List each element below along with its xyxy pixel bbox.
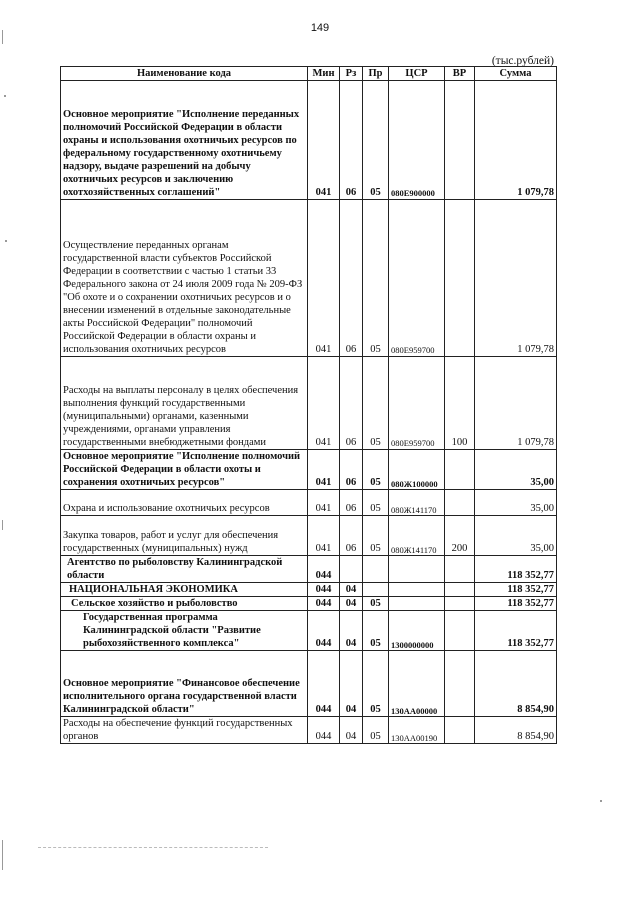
row-pr [363, 583, 389, 597]
row-sum: 8 854,90 [475, 717, 557, 744]
scan-speck [5, 240, 7, 242]
table-row [61, 651, 557, 717]
row-pr: 05 [363, 357, 389, 450]
budget-table [60, 66, 557, 744]
row-csr [389, 556, 445, 583]
row-csr: 080Е900000 [389, 81, 445, 200]
row-name: НАЦИОНАЛЬНАЯ ЭКОНОМИКА [61, 583, 308, 597]
row-name: Расходы на обеспечение функций государственных органов [61, 717, 308, 744]
row-rz: 06 [340, 81, 363, 200]
row-sum: 118 352,77 [475, 556, 557, 583]
row-pr: 05 [363, 450, 389, 490]
row-pr: 05 [363, 611, 389, 651]
row-vr [445, 651, 475, 717]
row-vr [445, 490, 475, 516]
row-name: Сельское хозяйство и рыболовство [61, 597, 308, 611]
row-min: 044 [308, 651, 340, 717]
row-pr: 05 [363, 81, 389, 200]
row-name: Государственная программа Калининградской области "Развитие рыбохозяйственного комплекса" [61, 611, 308, 651]
row-csr [389, 597, 445, 611]
row-rz: 06 [340, 200, 363, 357]
row-rz: 06 [340, 516, 363, 556]
row-vr: 200 [445, 516, 475, 556]
scan-speck [600, 800, 602, 802]
row-sum: 8 854,90 [475, 651, 557, 717]
row-pr: 05 [363, 597, 389, 611]
row-rz: 04 [340, 583, 363, 597]
table-row [61, 450, 557, 490]
table-row [61, 490, 557, 516]
page-number: 149 [310, 22, 330, 34]
row-name: Закупка товаров, работ и услуг для обеспечения государственных (муниципальных) нужд [61, 516, 308, 556]
row-min: 041 [308, 490, 340, 516]
row-min: 044 [308, 556, 340, 583]
row-vr: 100 [445, 357, 475, 450]
row-vr [445, 200, 475, 357]
row-min: 041 [308, 516, 340, 556]
row-vr [445, 611, 475, 651]
row-name: Основное мероприятие "Исполнение переданных полномочий Российской Федерации в области охраны и использования охотничьих ресурсов по федеральному государственному охотничьему надзору, выдаче разрешений на добычу охотничьих ресурсов и заключению охотхозяйственных соглашений" [61, 81, 308, 200]
row-name: Охрана и использование охотничьих ресурсов [61, 490, 308, 516]
row-name: Осуществление переданных органам государственной власти субъектов Российской Федерации в соответствии с частью 1 статьи 33 Федерального закона от 24 июля 2009 года № 209-ФЗ "Об охоте и о сохранении охотничьих ресурсов и о внесении изменений в отдельные законодательные акты Российской Федерации" полномочий Российской Федерации в области охраны и использования охотничьих ресурсов [61, 200, 308, 357]
row-min: 041 [308, 200, 340, 357]
row-min: 044 [308, 717, 340, 744]
row-csr: 130АА00000 [389, 651, 445, 717]
table-row [61, 200, 557, 357]
row-min: 044 [308, 583, 340, 597]
unit-note: (тыс.рублей) [491, 55, 554, 67]
table-row [61, 717, 557, 744]
row-rz: 06 [340, 450, 363, 490]
row-sum: 118 352,77 [475, 597, 557, 611]
row-vr [445, 81, 475, 200]
header-name: Наименование кода [61, 67, 308, 81]
row-rz [340, 556, 363, 583]
row-pr: 05 [363, 651, 389, 717]
row-name: Агентство по рыболовству Калининградской области [61, 556, 308, 583]
row-name: Основное мероприятие "Финансовое обеспечение исполнительного органа государственной власти Калининградской области" [61, 651, 308, 717]
scan-margin-mark [2, 520, 3, 530]
table-row [61, 597, 557, 611]
header-vr: ВР [445, 67, 475, 81]
row-sum: 1 079,78 [475, 200, 557, 357]
row-sum: 118 352,77 [475, 611, 557, 651]
row-vr [445, 556, 475, 583]
row-sum: 1 079,78 [475, 357, 557, 450]
row-sum: 118 352,77 [475, 583, 557, 597]
row-pr [363, 556, 389, 583]
row-csr: 080Е959700 [389, 357, 445, 450]
row-rz: 06 [340, 357, 363, 450]
row-name: Основное мероприятие "Исполнение полномочий Российской Федерации в области охоты и сохранения охотничьих ресурсов" [61, 450, 308, 490]
row-csr: 080Ж100000 [389, 450, 445, 490]
table-row [61, 611, 557, 651]
row-csr: 080Ж141170 [389, 516, 445, 556]
row-pr: 05 [363, 516, 389, 556]
row-min: 041 [308, 357, 340, 450]
scan-margin-mark [2, 30, 3, 44]
table-row [61, 556, 557, 583]
row-sum: 1 079,78 [475, 81, 557, 200]
scan-speck [4, 95, 6, 97]
row-csr: 080Ж141170 [389, 490, 445, 516]
header-csr: ЦСР [389, 67, 445, 81]
scan-margin-mark [2, 840, 3, 870]
table-header-row [61, 67, 557, 81]
row-csr: 080Е959700 [389, 200, 445, 357]
table-row [61, 516, 557, 556]
header-sum: Сумма [475, 67, 557, 81]
row-pr: 05 [363, 490, 389, 516]
table-row [61, 583, 557, 597]
row-min: 044 [308, 597, 340, 611]
row-rz: 04 [340, 597, 363, 611]
table-row [61, 81, 557, 200]
row-vr [445, 717, 475, 744]
row-min: 041 [308, 81, 340, 200]
row-name: Расходы на выплаты персоналу в целях обеспечения выполнения функций государственными (муниципальными) органами, казенными учреждениями, органами управления государственными внебюджетными фондами [61, 357, 308, 450]
row-csr: 1300000000 [389, 611, 445, 651]
row-csr: 130АА00190 [389, 717, 445, 744]
row-sum: 35,00 [475, 516, 557, 556]
row-sum: 35,00 [475, 490, 557, 516]
row-rz: 04 [340, 717, 363, 744]
row-pr: 05 [363, 717, 389, 744]
row-sum: 35,00 [475, 450, 557, 490]
table-row [61, 357, 557, 450]
row-rz: 04 [340, 651, 363, 717]
row-rz: 06 [340, 490, 363, 516]
row-vr [445, 583, 475, 597]
scan-artifact-line [38, 847, 268, 848]
header-pr: Пр [363, 67, 389, 81]
header-min: Мин [308, 67, 340, 81]
row-vr [445, 597, 475, 611]
row-csr [389, 583, 445, 597]
row-min: 041 [308, 450, 340, 490]
row-rz: 04 [340, 611, 363, 651]
row-pr: 05 [363, 200, 389, 357]
row-min: 044 [308, 611, 340, 651]
header-rz: Рз [340, 67, 363, 81]
row-vr [445, 450, 475, 490]
